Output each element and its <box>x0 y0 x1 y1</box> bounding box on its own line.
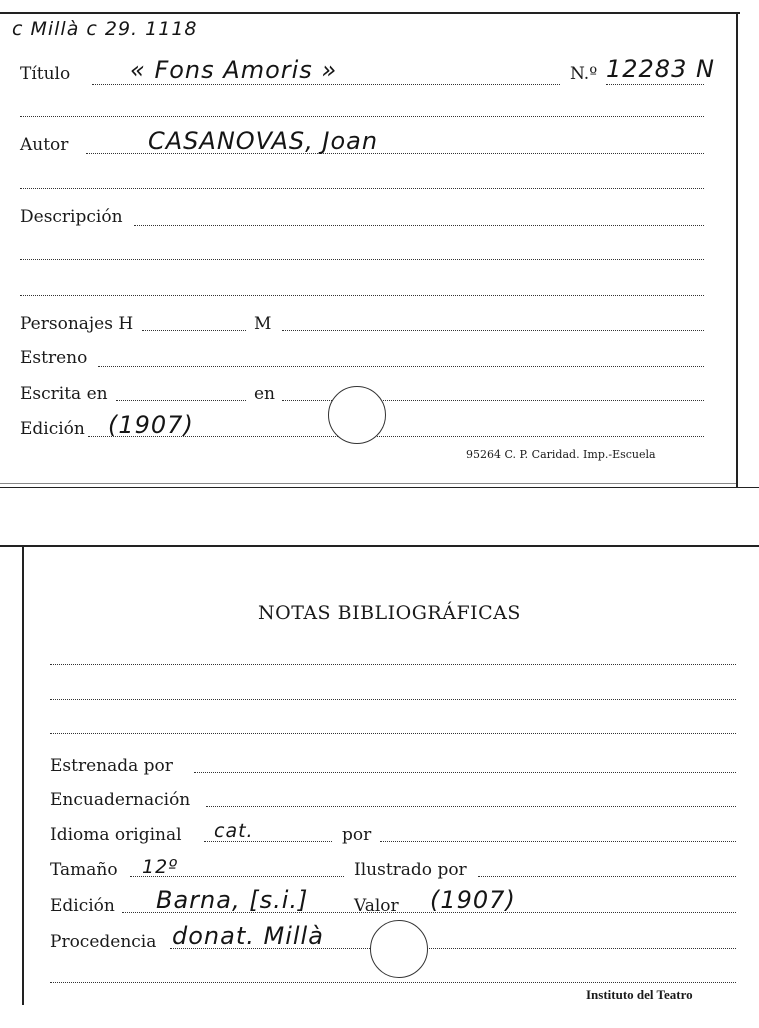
valor-value: (1907) <box>430 886 516 914</box>
estreno-line <box>98 366 704 367</box>
procedencia-label: Procedencia <box>50 932 157 952</box>
card-1-edge-rule <box>0 483 736 484</box>
numero-line <box>606 84 704 85</box>
personajes-m-line <box>282 330 704 331</box>
procedencia-value: donat. Millà <box>172 922 324 950</box>
notas-line-3 <box>50 733 736 734</box>
card-2-top-border <box>0 545 759 547</box>
punch-hole-1 <box>328 386 386 444</box>
tamano-value: 12º <box>142 856 179 878</box>
descripcion-line-3 <box>20 295 704 296</box>
procedencia-line-2 <box>50 982 736 983</box>
estrenada-line <box>194 772 736 773</box>
edicion2-line <box>122 912 736 913</box>
tamano-label: Tamaño <box>50 860 118 880</box>
escrita-en-label: en <box>254 384 276 404</box>
edicion2-value: Barna, [s.i.] <box>156 886 309 914</box>
card-1-right-border <box>736 12 738 487</box>
titulo-label: Título <box>20 64 71 84</box>
encuadernacion-label: Encuadernación <box>50 790 191 810</box>
idioma-por-label: por <box>342 825 372 845</box>
card-1 <box>0 0 759 495</box>
descripcion-line-2 <box>20 259 704 260</box>
titulo-line <box>92 84 560 85</box>
estrenada-label: Estrenada por <box>50 756 173 776</box>
numero-value: 12283 N <box>606 55 715 83</box>
descripcion-label: Descripción <box>20 207 123 227</box>
archive-annotation: c Millà c 29. 1118 <box>12 18 198 40</box>
escrita-label: Escrita en <box>20 384 108 404</box>
escrita-line <box>116 400 246 401</box>
encuadernacion-line <box>206 806 736 807</box>
valor-label: Valor <box>354 896 399 916</box>
notas-line-2 <box>50 699 736 700</box>
edicion-value: (1907) <box>108 411 194 439</box>
card-1-top-border <box>0 12 740 14</box>
idioma-por-line <box>380 841 736 842</box>
edicion-label: Edición <box>20 419 85 439</box>
notas-heading: NOTAS BIBLIOGRÁFICAS <box>258 602 521 624</box>
descripcion-line <box>134 225 704 226</box>
ilustrado-label: Ilustrado por <box>354 860 467 880</box>
edicion2-label: Edición <box>50 896 115 916</box>
titulo-line-2 <box>20 116 704 117</box>
card-2 <box>0 540 759 1028</box>
autor-line-2 <box>20 188 704 189</box>
personajes-m-label: M <box>254 314 272 334</box>
notas-line-1 <box>50 664 736 665</box>
institute-footer: Instituto del Teatro <box>586 987 693 1002</box>
ilustrado-line <box>478 876 736 877</box>
personajes-h-line <box>142 330 246 331</box>
autor-label: Autor <box>20 135 69 155</box>
personajes-label: Personajes H <box>20 314 134 334</box>
numero-label: N.º <box>570 64 598 84</box>
idioma-label: Idioma original <box>50 825 182 845</box>
printer-imprint: 95264 C. P. Caridad. Imp.-Escuela <box>466 448 656 461</box>
punch-hole-2 <box>370 920 428 978</box>
card-2-left-border <box>22 545 24 1005</box>
titulo-value: « Fons Amoris » <box>130 56 338 84</box>
idioma-value: cat. <box>214 820 254 842</box>
autor-value: CASANOVAS, Joan <box>148 127 379 155</box>
estreno-label: Estreno <box>20 348 88 368</box>
card-1-bottom-border <box>0 487 759 488</box>
